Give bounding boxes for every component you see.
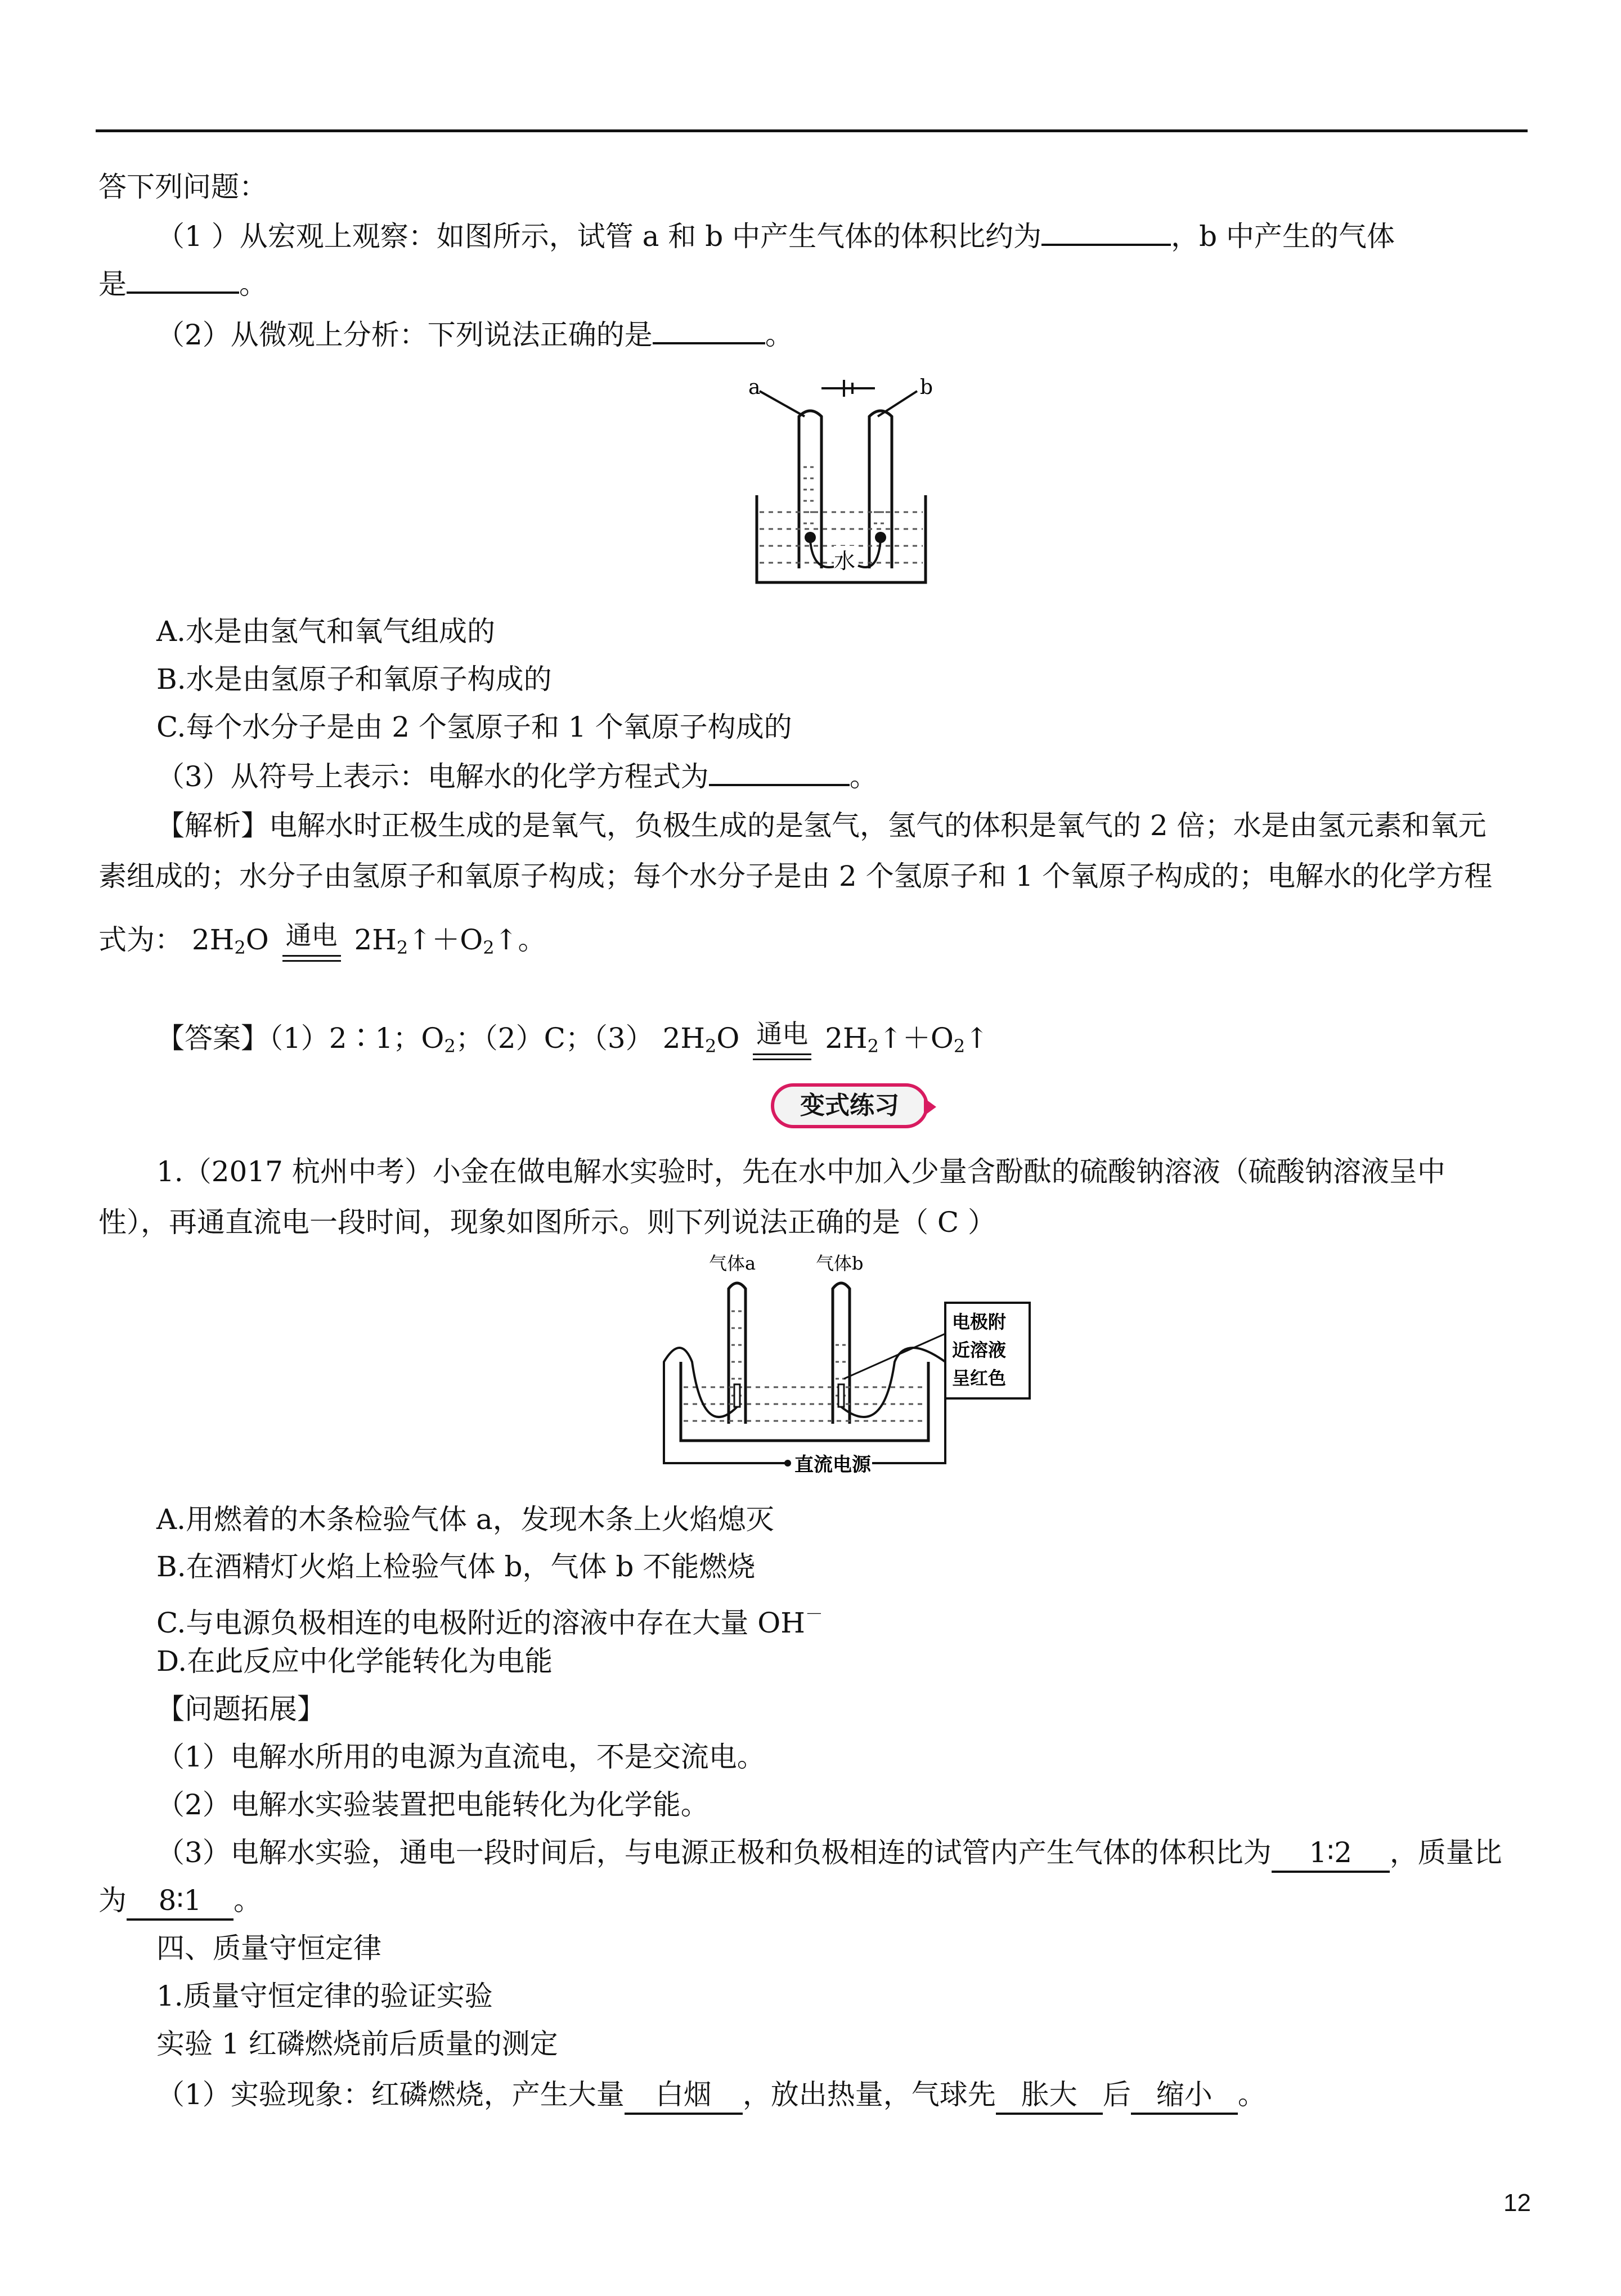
q1-option-a: A.用燃着的木条检验气体 a，发现木条上火焰熄灭 bbox=[156, 1503, 774, 1536]
dc-power-label: 直流电源 bbox=[794, 1454, 871, 1476]
filled-answer: 1∶2 bbox=[1272, 1835, 1390, 1873]
filled-answer: 胀大 bbox=[996, 2077, 1103, 2115]
q1-option-b: B.在酒精灯火焰上检验气体 b，气体 b 不能燃烧 bbox=[156, 1550, 756, 1583]
intro-line: 答下列问题： bbox=[98, 171, 267, 203]
answer-blank[interactable] bbox=[653, 315, 765, 344]
question-2-line: （2）从微观上分析：下列说法正确的是 。 bbox=[156, 315, 793, 353]
subsection-heading: 1.质量守恒定律的验证实验 bbox=[156, 1980, 493, 2012]
q1-option-c: C.与电源负极相连的电极附近的溶液中存在大量 OH－ bbox=[156, 1603, 823, 1639]
extension-3-cont: 为 8∶1 。 bbox=[98, 1882, 262, 1921]
analysis-line-1: 【解析】电解水时正极生成的是氧气，负极生成的是氢气，氢气的体积是氧气的 2 倍；水是由氢元素和氧元 bbox=[156, 809, 1487, 842]
answer-line: 【答案】（1）2∶1；$O_2$；（2）C；（3） $2H_2O$ 通电 $2H_2↑+O_2↑$ bbox=[156, 1013, 989, 1071]
reaction-condition: 通电 bbox=[748, 1021, 816, 1071]
extension-3: （3）电解水实验，通电一段时间后，与电源正极和负极相连的试管内产生气体的体积比为 1∶2 ，质量比 bbox=[156, 1835, 1502, 1873]
section-heading: 四、质量守恒定律 bbox=[156, 1932, 381, 1965]
answer-blank[interactable] bbox=[709, 757, 850, 786]
question-1-cont: 是 。 bbox=[98, 264, 267, 302]
option-c: C.每个水分子是由 2 个氢原子和 1 个氧原子构成的 bbox=[156, 711, 792, 743]
analysis-line-2: 素组成的；水分子由氢原子和氧原子构成；每个水分子是由 2 个氢原子和 1 个氧原子构成的；电解水的化学方程 bbox=[98, 860, 1493, 893]
observation-line: （1）实验现象：红磷燃烧，产生大量 白烟 ，放出热量，气球先 胀大 后 缩小 。 bbox=[156, 2077, 1266, 2115]
reaction-condition: 通电 bbox=[278, 922, 345, 973]
note-line-1: 电极附 bbox=[952, 1311, 1007, 1333]
filled-answer: 8∶1 bbox=[127, 1882, 234, 1921]
question-3-line: （3）从符号上表示：电解水的化学方程式为 。 bbox=[156, 757, 878, 795]
electrolysis-figure bbox=[737, 371, 940, 585]
page-number: 12 bbox=[1503, 2189, 1531, 2217]
answer-blank[interactable] bbox=[127, 264, 239, 294]
electrolysis-phenolphthalein-figure bbox=[647, 1249, 1041, 1486]
variant-practice-badge: 变式练习 bbox=[771, 1083, 928, 1128]
gas-b-label: 气体b bbox=[816, 1253, 864, 1274]
label-a: a bbox=[748, 376, 761, 399]
q1-option-d: D.在此反应中化学能转化为电能 bbox=[156, 1645, 553, 1678]
experiment-title: 实验 1 红磷燃烧前后质量的测定 bbox=[156, 2028, 558, 2060]
water-label: 水 bbox=[834, 549, 856, 573]
option-a: A.水是由氢气和氧气组成的 bbox=[156, 615, 496, 648]
analysis-equation: 式为： $2H_2O$ 通电 $2H_2↑+O_2↑$。 bbox=[98, 914, 546, 973]
answer-blank[interactable] bbox=[1041, 217, 1171, 246]
option-b: B.水是由氢原子和氧原子构成的 bbox=[156, 663, 552, 696]
extension-2: （2）电解水实验装置把电能转化为化学能。 bbox=[156, 1788, 709, 1821]
note-line-2: 近溶液 bbox=[952, 1339, 1007, 1361]
gas-a-label: 气体a bbox=[709, 1253, 756, 1274]
filled-answer: 缩小 bbox=[1131, 2077, 1238, 2115]
filled-answer: 白烟 bbox=[625, 2077, 743, 2115]
extension-heading: 【问题拓展】 bbox=[156, 1693, 325, 1725]
label-b: b bbox=[920, 376, 933, 399]
question-1-stem-cont: 性），再通直流电一段时间，现象如图所示。则下列说法正确的是（ C ） bbox=[98, 1206, 996, 1239]
question-1-stem: 1.（2017 杭州中考）小金在做电解水实验时，先在水中加入少量含酚酞的硫酸钠溶液（硫酸钠溶液呈中 bbox=[156, 1155, 1445, 1188]
question-1-line: （1 ）从宏观上观察：如图所示，试管 a 和 b 中产生气体的体积比约为 ，b 中产生的气体 bbox=[156, 217, 1395, 254]
header-rule bbox=[96, 129, 1528, 132]
note-line-3: 呈红色 bbox=[952, 1367, 1007, 1389]
extension-1: （1）电解水所用的电源为直流电，不是交流电。 bbox=[156, 1741, 765, 1773]
